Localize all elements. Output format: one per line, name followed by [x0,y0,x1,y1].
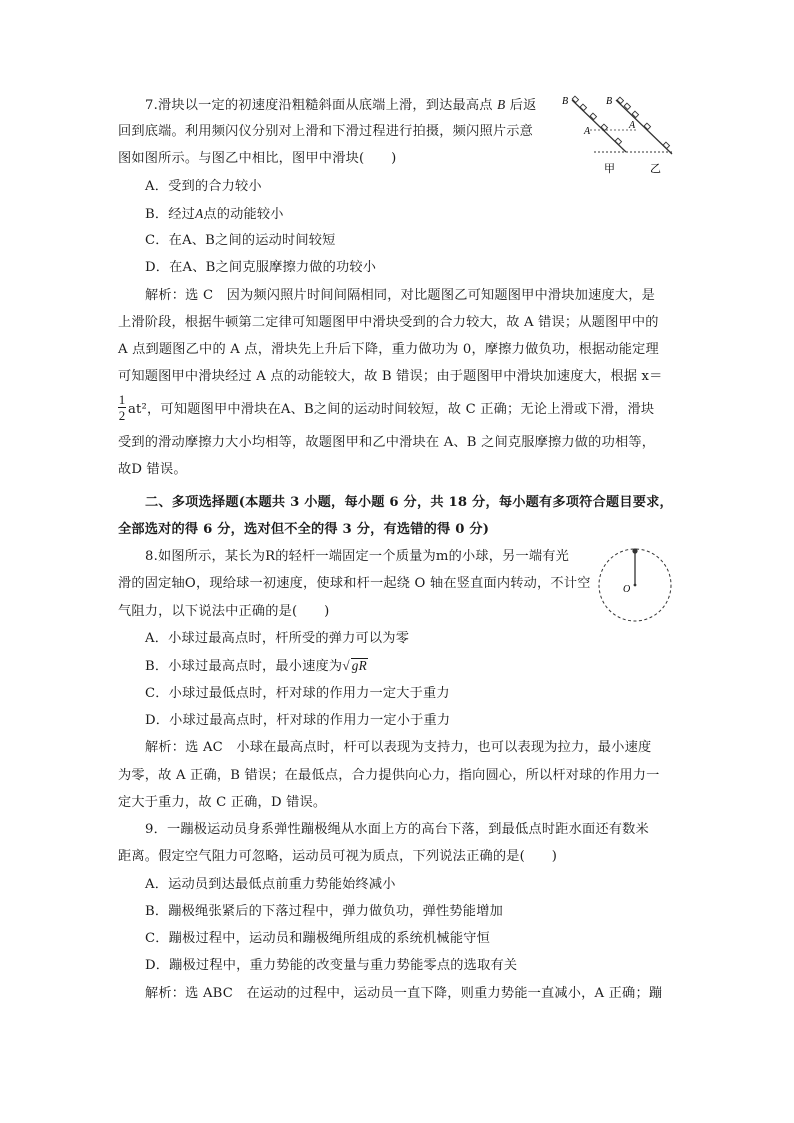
q9-option-d: D．蹦极过程中，重力势能的改变量与重力势能零点的选取有关 [145,958,518,973]
ans8-line1: 解析：选 AC 小球在最高点时，杆可以表现为支持力，也可以表现为拉力，最小速度 [145,740,652,755]
ans7-line4: 可知题图甲中滑块经过 A 点的动能较大，故 B 错误；由于题图甲中滑块加速度大，根据 x＝ [118,369,663,384]
section2-desc: 全部选对的得 6 分，选对但不全的得 3 分，有选错的得 0 分) [118,522,490,537]
ans7-line1: 解析：选 C 因为频闪照片时间间隔相同，对比题图乙可知题图甲中滑块加速度大，是 [145,288,656,303]
q9-line1: 9．一蹦极运动员身系弹性蹦极绳从水面上方的高台下落，到最低点时距水面还有数米 [145,822,649,837]
ans7-line5: at²，可知题图甲中滑块在A、B之间的运动时间较短，故 C 正确；无论上滑或下滑，滑块 [128,402,655,417]
ans7-fraction [118,393,126,422]
ans7-line3: A 点到题图乙中的 A 点，滑块先上升后下降，重力做功为 0，摩擦力做负功，根据动能定理 [118,342,659,357]
q8-line2: 滑的固定轴O，现给球一初速度，使球和杆一起绕 O 轴在竖直面内转动，不计空 [118,576,591,591]
q7-option-c: C．在A、B之间的运动时间较短 [145,233,336,248]
fig-label-b-yi: B [606,96,613,107]
q9-option-b: B．蹦极绳张紧后的下落过程中，弹力做负功，弹性势能增加 [145,904,503,919]
q8-option-d: D．小球过最高点时，杆对球的作用力一定小于重力 [145,713,451,728]
q8-circle-figure [595,545,675,625]
q8-option-c: C．小球过最低点时，杆对球的作用力一定大于重力 [145,686,450,701]
fig-label-a-jia: A [584,126,591,137]
fraction-numerator: 1 [118,392,126,407]
ans8-line2: 为零，故 A 正确，B 错误；在最低点，合力提供向心力，指向圆心，所以杆对球的作用力一 [118,768,660,783]
q7-line1: 7.滑块以一定的初速度沿粗糙斜面从底端上滑，到达最高点 B 后返 [145,97,537,113]
q9-line2: 距离。假定空气阻力可忽略，运动员可视为质点，下列说法正确的是( ) [118,849,558,864]
q9-option-a: A．运动员到达最低点前重力势能始终减小 [145,877,396,892]
fig-label-a-yi: A [629,120,636,131]
ans8-line3: 定大于重力，故 C 正确，D 错误。 [118,795,327,810]
ans7-line2: 上滑阶段，根据牛顿第二定律可知题图甲中滑块受到的合力较大，故 A 错误；从题图甲中的 [118,315,659,330]
q7-line2: 回到底端。利用频闪仪分别对上滑和下滑过程进行拍摄，频闪照片示意 [118,124,534,139]
fig-label-o: O [623,584,631,595]
q7-option-a: A．受到的合力较小 [145,179,262,194]
fig-label-yi: 乙 [650,162,661,175]
ans9-line1: 解析：选 ABC 在运动的过程中，运动员一直下降，则重力势能一直减小，A 正确；蹦 [145,986,663,1001]
section2-heading: 二、多项选择题(本题共 3 小题，每小题 6 分，共 18 分，每小题有多项符合题目要求， [145,495,673,510]
q7-option-d: D．在A、B之间克服摩擦力做的功较小 [145,260,377,275]
q7-option-b: B．经过A点的动能较小 [145,206,284,222]
q8-line3: 气阻力，以下说法中正确的是( ) [118,604,330,619]
q8-option-b: B．小球过最高点时，最小速度为√ gR [145,658,367,674]
q7-line3: 图如图所示。与图乙中相比，图甲中滑块( ) [118,151,397,166]
q8-option-a: A．小球过最高点时，杆所受的弹力可以为零 [145,631,410,646]
ans7-line6: 受到的滑动摩擦力大小均相等，故题图甲和乙中滑块在 A、B 之间克服摩擦力做的功相等， [118,435,656,450]
fraction-denominator: 2 [118,408,126,423]
q7-incline-figure [560,92,688,178]
q8-line1: 8.如图所示，某长为R的轻杆一端固定一个质量为m的小球，另一端有光 [145,549,570,564]
ans7-line7: 故D 错误。 [118,462,187,477]
q9-option-c: C．蹦极过程中，运动员和蹦极绳所组成的系统机械能守恒 [145,931,490,946]
fig-label-b-jia: B [562,96,569,107]
fig-label-jia: 甲 [604,162,615,175]
